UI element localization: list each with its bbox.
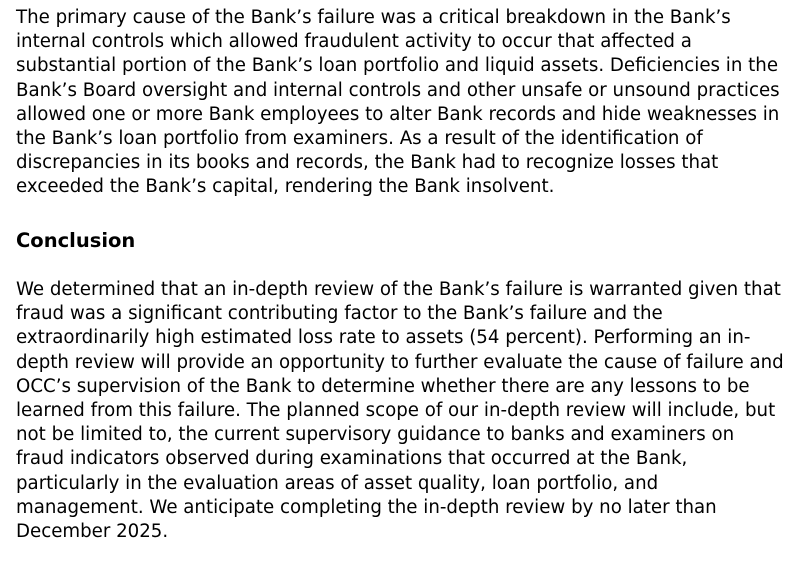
paragraph-line: internal controls which allowed fraudulent activity to occur that affected a: [16, 31, 692, 53]
paragraph-line: We determined that an in-depth review of the Bank’s failure is warranted given that: [16, 279, 781, 300]
conclusion-paragraph: [16, 278, 784, 544]
paragraph-line: allowed one or more Bank employees to alter Bank records and hide weaknesses in: [16, 103, 780, 125]
paragraph-line: exceeded the Bank’s capital, rendering the Bank insolvent.: [16, 176, 555, 198]
cause-of-failure-paragraph: [16, 6, 780, 200]
paragraph-line: particularly in the evaluation areas of asset quality, loan portfolio, and: [16, 472, 659, 494]
paragraph-line: fraud indicators observed during examinations that occurred at the Bank,: [16, 448, 688, 470]
paragraph-line: depth review will provide an opportunity to further evaluate the cause of failure and: [16, 351, 784, 373]
paragraph-line: the Bank’s loan portfolio from examiners. As a result of the identification of: [16, 128, 703, 150]
paragraph-line: management. We anticipate completing the in-depth review by no later than: [16, 496, 717, 518]
paragraph-line: December 2025.: [16, 521, 169, 543]
paragraph-line: substantial portion of the Bank’s loan portfolio and liquid assets. Deficiencies in the: [16, 55, 779, 77]
paragraph-line: extraordinarily high estimated loss rate to assets (54 percent). Performing an in-: [16, 327, 751, 349]
paragraph-line: not be limited to, the current supervisory guidance to banks and examiners on: [16, 424, 735, 446]
section-heading-conclusion: Conclusion: [16, 229, 136, 252]
paragraph-line: OCC’s supervision of the Bank to determine whether there are any lessons to be: [16, 375, 750, 397]
paragraph-line: fraud was a significant contributing factor to the Bank’s failure and the: [16, 303, 663, 325]
paragraph-line: Bank’s Board oversight and internal controls and other unsafe or unsound practices: [16, 79, 780, 101]
paragraph-line: The primary cause of the Bank’s failure was a critical breakdown in the Bank’s: [16, 7, 731, 28]
paragraph-line: discrepancies in its books and records, the Bank had to recognize losses that: [16, 152, 719, 174]
paragraph-line: learned from this failure. The planned scope of our in-depth review will include, but: [16, 400, 776, 422]
